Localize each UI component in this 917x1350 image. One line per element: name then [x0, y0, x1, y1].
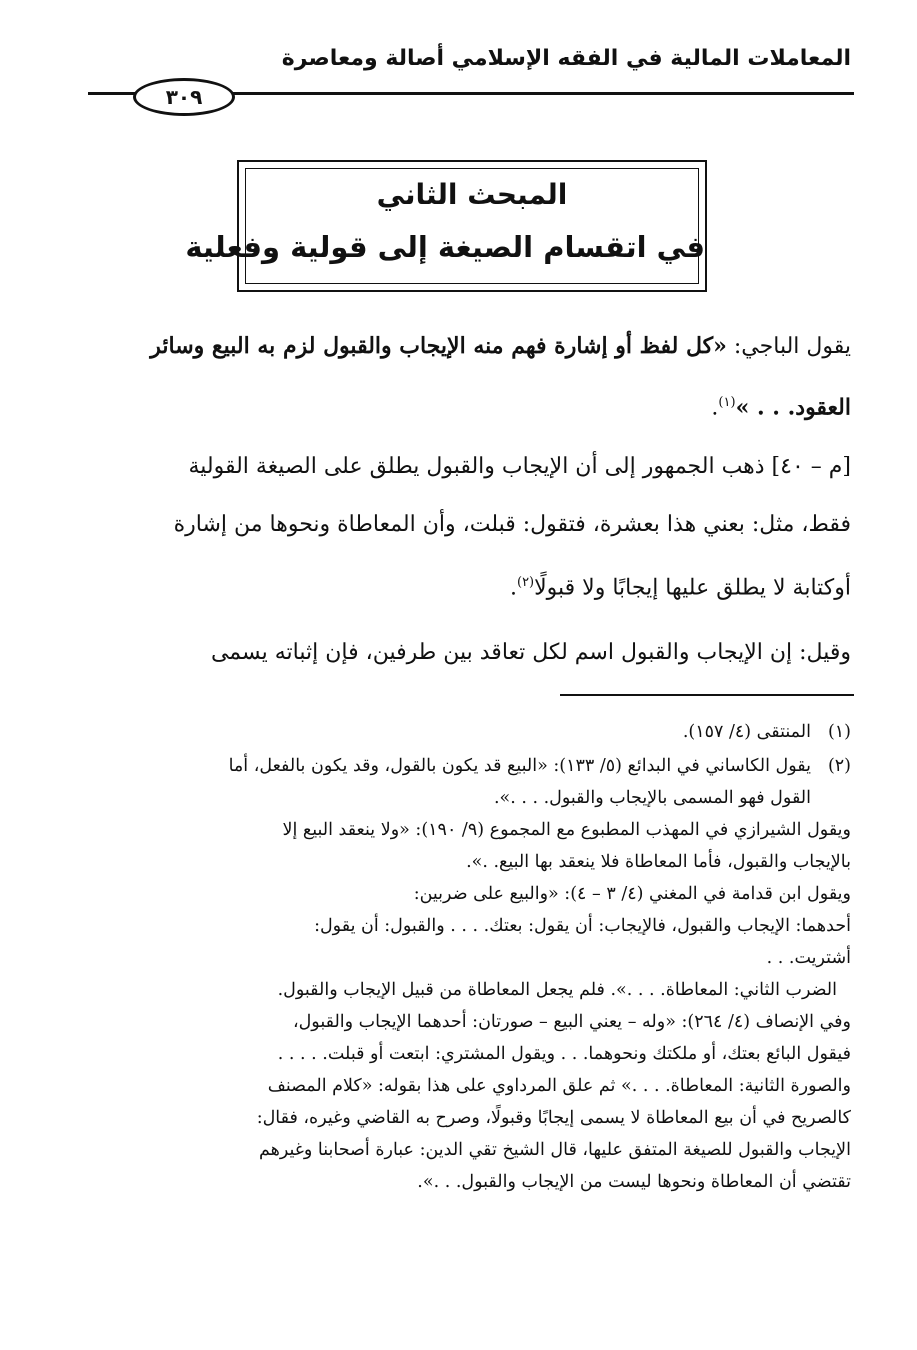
paragraph-baji	[65, 318, 851, 436]
footnote-separator	[560, 694, 854, 696]
quote-text: العقود. . . »	[735, 394, 851, 421]
footnote-line: كالصريح في أن بيع المعاطاة لا يسمى إيجابًا وقبولًا، وصرح به القاضي وغيره، فقال:	[256, 1108, 851, 1128]
footnotes	[65, 716, 851, 1198]
footnote-line: فيقول البائع بعتك، أو ملكتك ونحوهما. . . ويقول المشتري: ابتعت أو قبلت. . . . .	[277, 1044, 851, 1064]
paragraph-line	[65, 554, 851, 617]
paragraph-line	[65, 375, 851, 436]
footnote-ref-1: (١)	[718, 395, 736, 410]
footnote-text: المنتقى (٤/ ١٥٧).	[682, 722, 811, 742]
footnote-text	[65, 750, 811, 814]
running-title: المعاملات المالية في الفقه الإسلامي أصالة ومعاصرة	[281, 46, 851, 71]
footnote-line: وفي الإنصاف (٤/ ٢٦٤): «وله – يعني البيع – صورتان: أحدهما الإيجاب والقبول،	[292, 1012, 851, 1032]
paragraph-line: فقط، مثل: بعني هذا بعشرة، فتقول: قبلت، وأن المعاطاة ونحوها من إشارة	[173, 512, 851, 537]
paragraph-line: وقيل: إن الإيجاب والقبول اسم لكل تعاقد بين طرفين، فإن إثباته يسمى	[210, 640, 851, 665]
chapter-title: المبحث الثاني	[376, 178, 568, 211]
footnote-line: ويقول الشيرازي في المهذب المطبوع مع المجموع (٩/ ١٩٠): «ولا ينعقد البيع إلا	[282, 820, 851, 840]
footnote-1	[65, 716, 851, 748]
page-number: ٣٠٩	[133, 78, 235, 116]
paragraph-line	[65, 318, 851, 375]
chapter-subtitle: في اتقسام الصيغة إلى قولية وفعلية	[185, 230, 705, 264]
footnote-number: (١)	[827, 722, 851, 742]
footnote-line: ويقول ابن قدامة في المغني (٤/ ٣ – ٤): «والبيع على ضربين:	[413, 884, 851, 904]
footnote-line: تقتضي أن المعاطاة ونحوها ليست من الإيجاب والقبول. . .».	[417, 1172, 851, 1192]
footnote-line: أشتريت. . .	[766, 948, 851, 968]
footnote-line: بالإيجاب والقبول، فأما المعاطاة فلا ينعقد بها البيع. .».	[466, 852, 851, 872]
paragraph-jumhur	[65, 438, 851, 617]
paragraph-qila	[65, 628, 851, 678]
footnote-line: أحدهما: الإيجاب والقبول، فالإيجاب: أن يقول: بعتك. . . . والقبول: أن يقول:	[314, 916, 851, 936]
footnote-line: القول فهو المسمى بالإيجاب والقبول. . . .».	[493, 788, 811, 808]
sentence-end: .	[711, 395, 719, 421]
sentence-end: .	[509, 575, 517, 601]
footnote-ref-2: (٢)	[516, 575, 535, 590]
footnote-line: يقول الكاساني في البدائع (٥/ ١٣٣): «البيع قد يكون بالقول، وقد يكون بالفعل، أما	[228, 756, 811, 776]
footnote-number: (٢)	[827, 756, 851, 776]
paragraph-line: [م – ٤٠] ذهب الجمهور إلى أن الإيجاب والقبول يطلق على الصيغة القولية	[188, 454, 851, 479]
paragraph-lead: يقول الباجي:	[726, 334, 851, 359]
footnote-2	[65, 750, 851, 814]
footnote-line: الإيجاب والقبول للصيغة المتفق عليها، قال الشيخ تقي الدين: عبارة أصحابنا وغيرهم	[258, 1140, 851, 1160]
footnote-line: الضرب الثاني: المعاطاة. . . .». فلم يجعل المعاطاة من قبيل الإيجاب والقبول.	[277, 980, 837, 1000]
paragraph-text: أوكتابة لا يطلق عليها إيجابًا ولا قبولًا	[534, 575, 851, 601]
quote-text: «كل لفظ أو إشارة فهم منه الإيجاب والقبول لزم به البيع وسائر	[150, 333, 727, 359]
chapter-title-box	[185, 160, 707, 292]
footnote-line: والصورة الثانية: المعاطاة. . . .» ثم علق المرداوي على هذا بقوله: «كلام المصنف	[267, 1076, 851, 1096]
